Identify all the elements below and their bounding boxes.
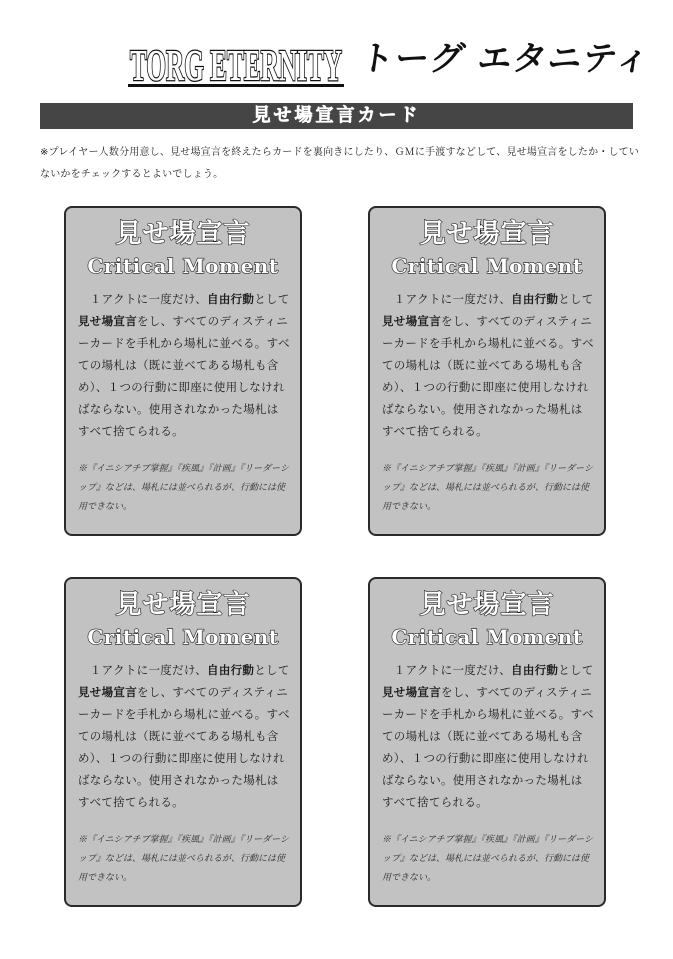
- card-subtitle: Critical Moment: [87, 625, 279, 649]
- card-subtitle: Critical Moment: [87, 254, 279, 278]
- card-body-part: をし、すべてのディスティニーカードを手札から場札に並べる。すべての場札は（既に並べてある場札も含め）、１つの行動に即座に使用しなければならない。使用されなかった場札はすべて捨てられる。: [382, 314, 594, 438]
- card-body-part: として: [558, 292, 594, 306]
- card-body: [382, 288, 594, 442]
- banner-title: 見せ場宣言カード: [252, 105, 421, 126]
- card-body-part: をし、すべてのディスティニーカードを手札から場札に並べる。すべての場札は（既に並べてある場札も含め）、１つの行動に即座に使用しなければならない。使用されなかった場札はすべて捨てられる。: [78, 314, 290, 438]
- card-title: 見せ場宣言: [419, 590, 555, 620]
- card-body-part: １アクトに一度だけ、: [393, 663, 512, 677]
- card-body: [382, 659, 594, 813]
- card-subtitle: Critical Moment: [391, 625, 583, 649]
- card-body: [78, 288, 290, 442]
- logo-row: [0, 28, 673, 94]
- card-body-bold: 自由行動: [207, 292, 255, 306]
- card-body-part: をし、すべてのディスティニーカードを手札から場札に並べる。すべての場札は（既に並べてある場札も含め）、１つの行動に即座に使用しなければならない。使用されなかった場札はすべて捨てられる。: [78, 685, 290, 809]
- title-banner: [40, 103, 633, 129]
- card-top-right: [368, 206, 606, 536]
- usage-note: ※プレイヤー人数分用意し、見せ場宣言を終えたらカードを裏向きにしたり、ＧＭに手渡すなどして、見せ場宣言をしたか・していないかをチェックするとよいでしょう。: [40, 147, 640, 180]
- card-bottom-left: [64, 577, 302, 907]
- card-body-bold: 自由行動: [207, 663, 255, 677]
- card-bottom-right: [368, 577, 606, 907]
- card-body: [78, 659, 290, 813]
- card-body-bold: 見せ場宣言: [78, 685, 137, 699]
- card-body-part: として: [254, 292, 290, 306]
- card-body-part: として: [254, 663, 290, 677]
- card-footnote: ※『イニシアチブ掌握』『疾風』『計画』『リーダーシップ』などは、場札には並べられるが、行動には使用できない。: [382, 835, 593, 883]
- card-body-part: １アクトに一度だけ、: [89, 663, 208, 677]
- torg-eternity-logo: [128, 32, 344, 90]
- card-body-part: １アクトに一度だけ、: [393, 292, 512, 306]
- card-footnote: ※『イニシアチブ掌握』『疾風』『計画』『リーダーシップ』などは、場札には並べられるが、行動には使用できない。: [78, 464, 289, 512]
- logo-en-text: TORG ETERNITY: [130, 41, 342, 90]
- card-top-left: [64, 206, 302, 536]
- card-title: 見せ場宣言: [115, 590, 251, 620]
- logo-ja-text: トーグ エタニティ: [357, 39, 653, 79]
- card-footnote: ※『イニシアチブ掌握』『疾風』『計画』『リーダーシップ』などは、場札には並べられるが、行動には使用できない。: [382, 464, 593, 512]
- card-body-bold: 見せ場宣言: [382, 314, 441, 328]
- card-subtitle: Critical Moment: [391, 254, 583, 278]
- card-body-bold: 見せ場宣言: [382, 685, 441, 699]
- card-footnote: ※『イニシアチブ掌握』『疾風』『計画』『リーダーシップ』などは、場札には並べられるが、行動には使用できない。: [78, 835, 289, 883]
- card-body-bold: 見せ場宣言: [78, 314, 137, 328]
- card-title: 見せ場宣言: [419, 219, 555, 249]
- card-title: 見せ場宣言: [115, 219, 251, 249]
- card-body-part: １アクトに一度だけ、: [89, 292, 208, 306]
- card-body-bold: 自由行動: [511, 663, 559, 677]
- card-body-part: をし、すべてのディスティニーカードを手札から場札に並べる。すべての場札は（既に並べてある場札も含め）、１つの行動に即座に使用しなければならない。使用されなかった場札はすべて捨てられる。: [382, 685, 594, 809]
- card-body-part: として: [558, 663, 594, 677]
- card-body-bold: 自由行動: [511, 292, 559, 306]
